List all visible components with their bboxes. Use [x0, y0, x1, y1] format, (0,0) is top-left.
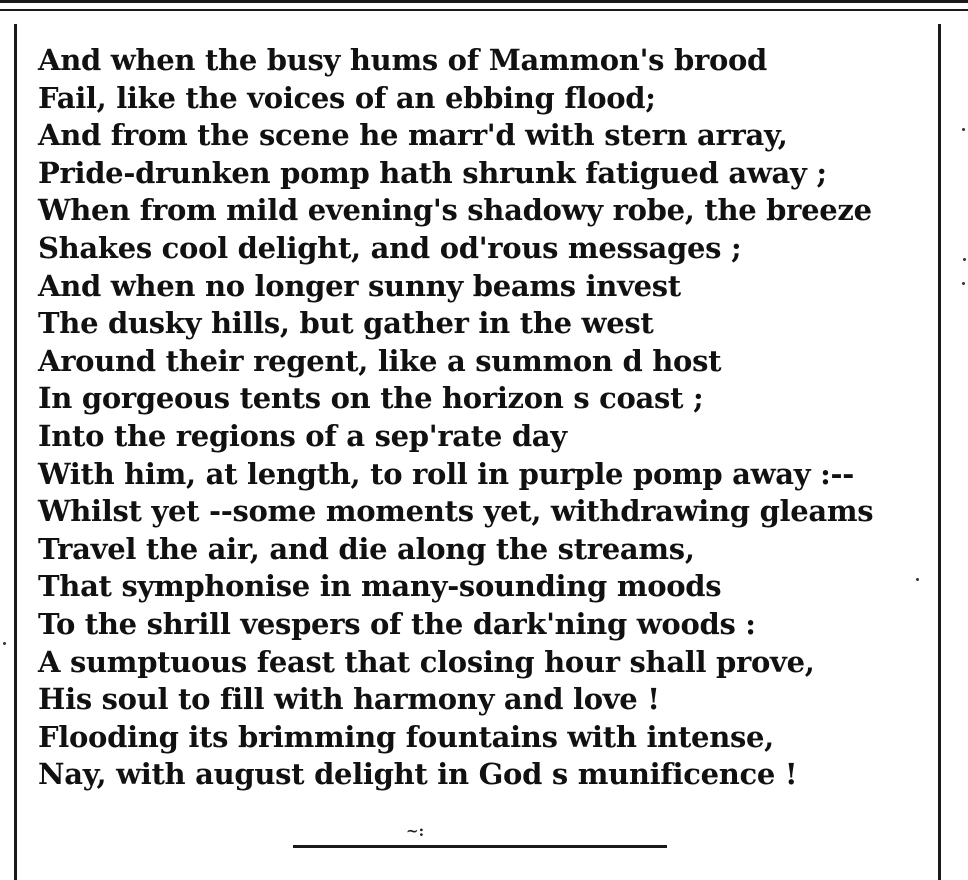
poem-line: Nay, with august delight in God s munificence !	[38, 757, 798, 792]
poem-line: Fail, like the voices of an ebbing flood;	[38, 80, 656, 115]
poem-line: That symphonise in many-sounding moods	[38, 569, 722, 604]
top-border-rule	[0, 0, 968, 3]
poem-line: Flooding its brimming fountains with intense,	[38, 719, 774, 754]
poem-line: The dusky hills, but gather in the west	[38, 306, 654, 341]
poem-text	[38, 42, 933, 794]
poem-line: To the shrill vespers of the dark'ning woods :	[38, 606, 756, 641]
poem-line: In gorgeous tents on the horizon s coast ;	[38, 381, 704, 416]
poem-line: Pride-drunken pomp hath shrunk fatigued away ;	[38, 155, 827, 190]
section-divider-rule	[293, 845, 667, 848]
print-speck	[3, 642, 6, 645]
print-speck	[962, 282, 965, 285]
poem-line: And from the scene he marr'd with stern array,	[38, 118, 788, 153]
right-column-rule	[938, 24, 941, 880]
print-speck	[962, 128, 965, 131]
print-speck	[963, 258, 966, 261]
poem-line: His soul to fill with harmony and love !	[38, 682, 660, 717]
poem-line: With him, at length, to roll in purple pomp away :--	[38, 456, 855, 491]
poem-line: And when the busy hums of Mammon's brood	[38, 43, 768, 77]
poem-line: Into the regions of a sep'rate day	[38, 418, 567, 453]
poem-line: And when no longer sunny beams invest	[38, 268, 681, 303]
top-border-rule-thin	[0, 9, 968, 11]
poem-line: A sumptuous feast that closing hour shall prove,	[38, 644, 815, 679]
ornament-mark: ~:	[406, 822, 425, 840]
poem-line: Shakes cool delight, and od'rous messages ;	[38, 230, 742, 265]
poem-line: When from mild evening's shadowy robe, the breeze	[38, 193, 872, 228]
poem-line: Whilst yet --some moments yet, withdrawing gleams	[38, 494, 874, 529]
left-column-rule	[14, 24, 17, 880]
print-speck	[916, 578, 919, 581]
poem-line: Around their regent, like a summon d host	[38, 343, 722, 378]
poem-line: Travel the air, and die along the streams,	[38, 531, 695, 566]
